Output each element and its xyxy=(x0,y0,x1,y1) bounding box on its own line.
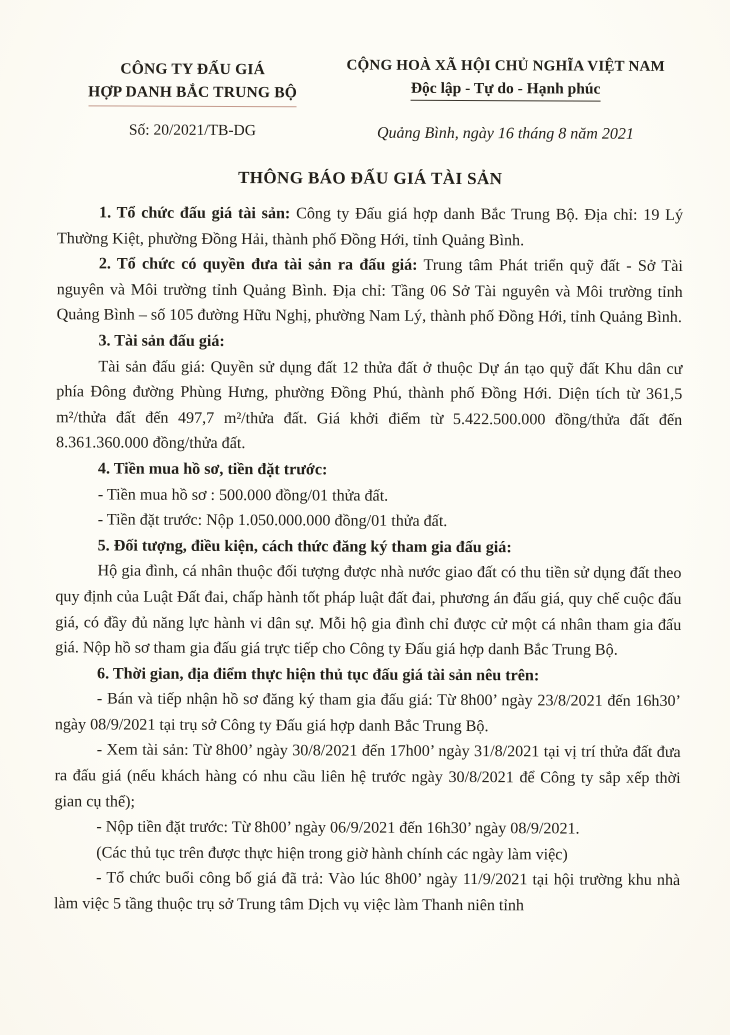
section-1-text: Công ty Đấu giá hợp danh Bắc Trung Bộ. Địa chỉ: 19 Lý Thường Kiệt, phường Đồng Hải, thành phố Đồng Hới, tỉnh Quảng Bình. xyxy=(56,205,684,249)
section-5-eligibility xyxy=(55,559,681,664)
section-4-heading xyxy=(56,456,682,484)
working-hours-text: (Các thủ tục trên được thực hiện trong giờ hành chính các ngày làm việc) xyxy=(96,844,568,864)
asset-description-text: Tài sản đấu giá: Quyền sử dụng đất 12 thửa đất ở thuộc Dự án tạo quỹ đất Khu dân cư phía Đông đường Phùng Hưng, phường Đồng Phú, thành phố Đồng Hới. Diện tích từ 361,5 m²/thửa đất đến 497,7 m²/thửa đất. Giá khởi điểm từ 5.422.500.000 đồng/thửa đất đến 8.361.360.000 đồng/thửa đất. xyxy=(56,357,683,453)
section-2-lead: 2. Tổ chức có quyền đưa tài sản ra đấu giá: xyxy=(98,255,418,275)
price-announcement-item xyxy=(54,866,680,920)
deposit-text: - Tiền đặt trước: Nộp 1.050.000.000 đồng/01 thửa đất. xyxy=(97,511,448,531)
document-header xyxy=(57,54,683,144)
section-1-lead: 1. Tổ chức đấu giá tài sản: xyxy=(99,204,291,223)
section-5-heading xyxy=(56,533,682,561)
section-2-seller xyxy=(57,251,683,331)
section-3-asset-description xyxy=(56,354,682,459)
issuer-block xyxy=(57,54,327,140)
registration-period-item xyxy=(55,687,681,741)
deposit-period-item xyxy=(54,814,680,842)
section-1-org xyxy=(57,200,683,254)
section-3-lead: 3. Tài sản đấu giá: xyxy=(98,332,225,350)
asset-viewing-item xyxy=(54,738,680,818)
national-title: CỘNG HOÀ XÃ HỘI CHỦ NGHĨA VIỆT NAM xyxy=(346,57,665,75)
section-5-lead: 5. Đối tượng, điều kiện, cách thức đăng ký tham gia đấu giá: xyxy=(97,537,512,556)
deposit-period-text: - Nộp tiền đặt trước: Từ 8h00’ ngày 06/9/2021 đến 16h30’ ngày 08/9/2021. xyxy=(96,818,580,838)
section-3-heading xyxy=(56,328,682,356)
issuer-name-line-2: HỢP DANH BẮC TRUNG BỘ xyxy=(88,81,297,107)
asset-viewing-text: - Xem tài sản: Từ 8h00’ ngày 30/8/2021 đến 17h00’ ngày 31/8/2021 tại vị trí thửa đất đưa ra đấu giá (nếu khách hàng có nhu cầu liên hệ trước ngày 30/8/2021 để Công ty sắp xếp thời gian cụ thể); xyxy=(54,741,681,811)
document-number: Số: 20/2021/TB-DG xyxy=(128,121,256,139)
issue-date-line: Quảng Bình, ngày 16 tháng 8 năm 2021 xyxy=(376,124,634,143)
section-6-lead: 6. Thời gian, địa điểm thực hiện thủ tục đấu giá tài sản nêu trên: xyxy=(97,665,540,685)
registration-period-text: - Bán và tiếp nhận hồ sơ đăng ký tham gia đấu giá: Từ 8h00’ ngày 23/8/2021 đến 16h30’ ngày 08/9/2021 tại trụ sở Công ty Đấu giá hợp danh Bắc Trung Bộ. xyxy=(54,690,681,736)
working-hours-note xyxy=(54,840,680,868)
dossier-fee-text: - Tiền mua hồ sơ : 500.000 đồng/01 thửa đất. xyxy=(97,485,389,505)
deposit-item xyxy=(56,507,682,535)
section-2-text: Trung tâm Phát triển quỹ đất - Sở Tài nguyên và Môi trường tỉnh Quảng Bình. Địa chỉ: Tầng 06 Sở Tài nguyên và Môi trường tỉnh Quảng Bình – số 105 đường Hữu Nghị, phường Nam Lý, thành phố Đồng Hới, tỉnh Quảng Bình. xyxy=(56,257,683,327)
dossier-fee-item xyxy=(56,482,682,510)
document-title: THÔNG BÁO ĐẤU GIÁ TÀI SẢN xyxy=(238,168,503,189)
national-motto: Độc lập - Tự do - Hạnh phúc xyxy=(411,80,601,102)
section-6-heading xyxy=(55,661,681,689)
section-4-lead: 4. Tiền mua hồ sơ, tiền đặt trước: xyxy=(97,460,328,479)
eligibility-text: Hộ gia đình, cá nhân thuộc đối tượng được nhà nước giao đất có thu tiền sử dụng đất theo quy định của Luật Đất đai, chấp hành tốt pháp luật đất đai, phương án đấu giá, quy chế cuộc đấu giá, có đầy đủ năng lực hành vi dân sự. Mỗi hộ gia đình chỉ được cử một cá nhân tham gia đấu giá. Nộp hồ sơ tham gia đấu giá trực tiếp cho Công ty Đấu giá hợp danh Bắc Trung Bộ. xyxy=(55,562,682,659)
issuer-name-line-1: CÔNG TY ĐẤU GIÁ xyxy=(120,60,266,79)
price-announcement-text: - Tổ chức buổi công bố giá đã trả: Vào lúc 8h00’ ngày 11/9/2021 tại hội trường khu nhà làm việc 5 tầng thuộc trụ sở Trung tâm Dịch vụ việc làm Thanh niên tỉnh xyxy=(54,869,681,915)
national-header-block xyxy=(327,55,683,144)
document-body xyxy=(54,200,683,919)
